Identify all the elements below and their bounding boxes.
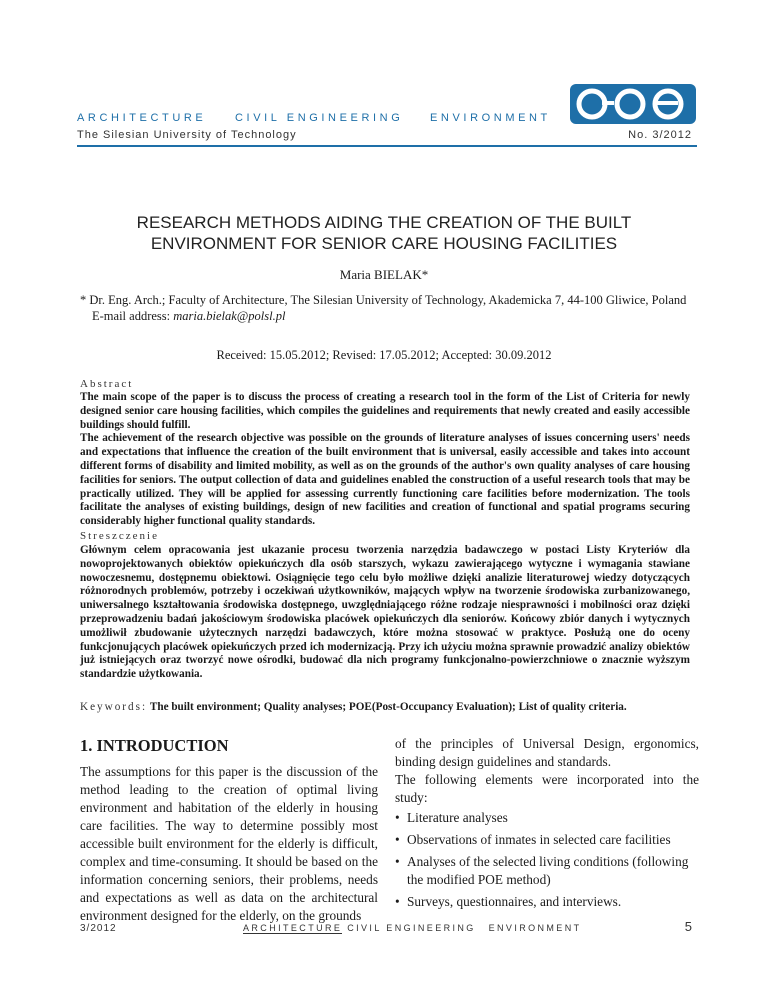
- header-divider: [77, 145, 697, 147]
- intro-right-text-1: of the principles of Universal Design, ergonomics, binding design guidelines and standards.: [395, 736, 699, 769]
- email-label: E-mail address:: [92, 309, 171, 323]
- title-line-1: RESEARCH METHODS AIDING THE CREATION OF THE BUILT: [136, 213, 632, 232]
- issue-number: No. 3/2012: [628, 129, 692, 141]
- streszczenie-label: Streszczenie: [80, 530, 159, 542]
- header-architecture: ARCHITECTURE: [77, 112, 207, 124]
- intro-left-column: [80, 737, 378, 925]
- abstract-body: [80, 391, 690, 529]
- ace-logo-icon: [570, 84, 696, 124]
- list-item: • Observations of inmates in selected care facilities: [395, 831, 699, 849]
- author: Maria BIELAK*: [339, 267, 429, 282]
- footer-architecture: ARCHITECTURE: [243, 923, 343, 933]
- submission-dates: Received: 15.05.2012; Revised: 17.05.2012; Accepted: 30.09.2012: [216, 348, 552, 362]
- paper-title: [0, 212, 768, 254]
- footer-environment: ENVIRONMENT: [488, 923, 582, 933]
- university-name: The Silesian University of Technology: [77, 129, 297, 141]
- keywords-label: Keywords:: [80, 701, 148, 713]
- keywords-text: The built environment; Quality analyses; POE(Post-Occupancy Evaluation); List of quality criteria.: [149, 701, 627, 713]
- title-line-2: ENVIRONMENT FOR SENIOR CARE HOUSING FACILITIES: [150, 234, 618, 253]
- intro-heading: 1. INTRODUCTION: [80, 736, 229, 755]
- list-item: • Literature analyses: [395, 809, 699, 827]
- page-number: 5: [684, 919, 692, 934]
- header-environment: ENVIRONMENT: [430, 112, 551, 124]
- logo-text: ace: [690, 120, 692, 121]
- streszczenie-body: Głównym celem opracowania jest ukazanie procesu tworzenia narzędzia badawczego w postaci Listy Kryteriów dla nowoprojektowanych obiektów opiekuńczych dla osób starszych, wykazu zawierającego wytyczne i wymagania stawiane nowoczesnemu, dostępnemu obiektowi. Osiągnięcie tego celu było możliwe dzięki analizie literaturowej wiedzy dotyczących różnorodnych problemów, potrzeby i oczekiwań użytkowników, mających wpływ na tworzenie środowiska zurbanizowanego, uniwersalnego kształtowania środowiska dostępnego, uwzględniającego różne rodzaje niesprawności i mobilności oraz dzięki przeprowadzeniu badań jakościowym środowiska placówek opiekuńczych dla seniorów. Końcowy zbiór danych i wytycznych umożliwił zbudowanie użytecznych narzędzi badawczych, które można stosować w praktyce. Posłużą one do oceny funkcjonujących placówek opiekuńczych przed ich modernizacją. Przy ich użyciu można sprawnie prowadzić analizy obiektów już istniejących oraz tworzyć nowe ośrodki, budować dla nich programy funkcjonalno-powierzchniowe o znacznie wyższym standardzie użytkowania.: [80, 544, 690, 681]
- footer-journal: [243, 923, 582, 933]
- intro-left-text: The assumptions for this paper is the discussion of the method leading to the creation of optimal living environment and habitation of the elderly in housing care facilities. The way to determine possibly most accessible built environment for the elderly is difficult, complex and time-consuming. It should be based on the information concerning seniors, their problems, needs and expectations as well as data on the architectural environment designed for the elderly, on the grounds: [80, 764, 378, 923]
- intro-right-text-2: The following elements were incorporated into the study:: [395, 772, 699, 805]
- header-civil-engineering: CIVIL ENGINEERING: [235, 112, 404, 124]
- list-item: • Surveys, questionnaires, and interviews.: [395, 893, 699, 911]
- affiliation-text: * Dr. Eng. Arch.; Faculty of Architecture, The Silesian University of Technology, Akademicka 7, 44-100 Gliwice, Poland: [80, 293, 687, 307]
- email-link[interactable]: maria.bielak@polsl.pl: [173, 309, 286, 323]
- intro-right-column: [395, 735, 699, 915]
- keywords: [80, 701, 700, 713]
- list-item: • Analyses of the selected living conditions (following the modified POE method): [395, 853, 699, 889]
- footer-issue: 3/2012: [80, 923, 117, 934]
- study-elements-list: [395, 809, 699, 911]
- abstract-label: Abstract: [80, 378, 134, 390]
- abstract-paragraph-2: The achievement of the research objective was possible on the grounds of literature analyses of issues concerning users' needs and expectations that influence the creation of the built environment that is universal, easily accessible and takes into account different forms of disability and limited mobility, as well as on the grounds of the author's own quality analyses of care housing facilities for seniors. The output collection of data and guidelines enabled the construction of a useful research tools that may be practically utilized. They will be applied for assessing currently functioning care facilities before modernization. The tools facilitate the analyses of existing buildings, design of new facilities and creation of functional and spatial programs securing considerably higher functional quality standards.: [80, 432, 690, 528]
- affiliation: [80, 292, 700, 324]
- footer-civil-engineering: CIVIL ENGINEERING: [347, 923, 476, 933]
- abstract-paragraph-1: The main scope of the paper is to discuss the process of creating a research tool in the form of the List of Criteria for newly designed senior care housing facilities, which compiles the guidelines and requirements that newly created and easily accessible buildings should fulfill.: [80, 391, 690, 431]
